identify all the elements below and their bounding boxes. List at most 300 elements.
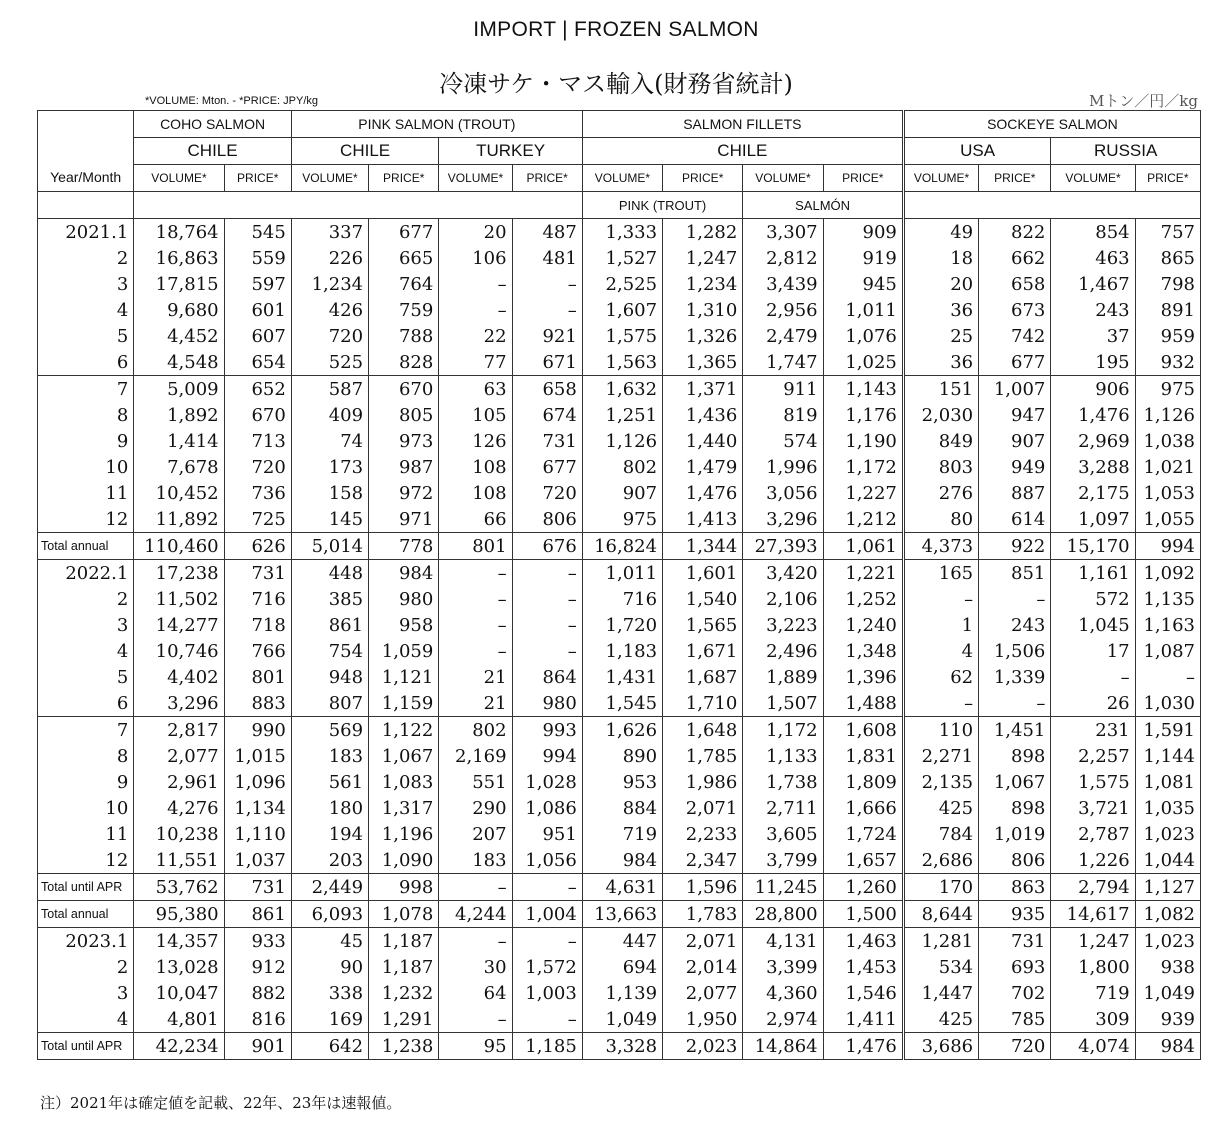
volume-cell: 66 (439, 506, 512, 533)
price-cell: 1,187 (369, 954, 439, 980)
volume-cell: 108 (439, 454, 512, 480)
price-cell: 1,785 (663, 743, 743, 769)
volume-cell: 2,077 (134, 743, 224, 769)
volume-cell: 1,507 (743, 690, 823, 717)
volume-cell: 4,074 (1051, 1033, 1135, 1060)
price-cell: 1,087 (1135, 638, 1200, 664)
volume-cell: 3,307 (743, 219, 823, 246)
volume-column-header: VOLUME* (291, 165, 368, 192)
price-cell: 1,506 (979, 638, 1051, 664)
price-cell: 1,144 (1135, 743, 1200, 769)
price-cell: 662 (979, 245, 1051, 271)
price-cell: 1,687 (663, 664, 743, 690)
volume-cell: 1,281 (903, 928, 978, 955)
volume-cell: 694 (582, 954, 662, 980)
volume-cell: 4,276 (134, 795, 224, 821)
price-cell: 1,451 (979, 717, 1051, 744)
volume-cell: 108 (439, 480, 512, 506)
fillet-subheader: SALMÓN (743, 192, 904, 219)
price-cell: 731 (224, 560, 291, 587)
table-row (38, 349, 1201, 376)
volume-cell: – (439, 874, 512, 901)
price-cell: 1,212 (823, 506, 903, 533)
price-cell: 1,011 (823, 297, 903, 323)
volume-cell: 1,720 (582, 612, 662, 638)
volume-cell: 22 (439, 323, 512, 349)
price-cell: 1,003 (512, 980, 582, 1006)
price-cell: 1,238 (369, 1033, 439, 1060)
volume-cell: 3,420 (743, 560, 823, 587)
volume-column-header: VOLUME* (582, 165, 662, 192)
price-cell: 1,476 (663, 480, 743, 506)
volume-cell: 9,680 (134, 297, 224, 323)
row-label: 3 (38, 612, 134, 638)
volume-cell: 719 (582, 821, 662, 847)
volume-cell: 819 (743, 402, 823, 428)
price-column-header: PRICE* (369, 165, 439, 192)
price-cell: 898 (979, 743, 1051, 769)
volume-cell: 80 (903, 506, 978, 533)
volume-cell: 2,812 (743, 245, 823, 271)
volume-cell: – (903, 586, 978, 612)
volume-cell: 2,169 (439, 743, 512, 769)
price-cell: 939 (1135, 1006, 1200, 1033)
price-cell: 1,950 (663, 1006, 743, 1033)
price-column-header: PRICE* (512, 165, 582, 192)
volume-cell: 45 (291, 928, 368, 955)
volume-column-header: VOLUME* (743, 165, 823, 192)
volume-cell: 243 (1051, 297, 1135, 323)
price-cell: 864 (512, 664, 582, 690)
price-cell: 865 (1135, 245, 1200, 271)
price-cell: 2,077 (663, 980, 743, 1006)
price-cell: 938 (1135, 954, 1200, 980)
volume-cell: 3,328 (582, 1033, 662, 1060)
table-row (38, 847, 1201, 874)
volume-cell: – (439, 1006, 512, 1033)
table-row (38, 638, 1201, 664)
volume-cell: 1,226 (1051, 847, 1135, 874)
price-cell: 980 (512, 690, 582, 717)
price-cell: 990 (224, 717, 291, 744)
volume-cell: 2,956 (743, 297, 823, 323)
table-row (38, 245, 1201, 271)
group-header: PINK SALMON (TROUT) (291, 111, 582, 138)
price-column-header: PRICE* (224, 165, 291, 192)
volume-cell: 890 (582, 743, 662, 769)
volume-cell: 2,257 (1051, 743, 1135, 769)
volume-cell: 226 (291, 245, 368, 271)
volume-cell: 3,223 (743, 612, 823, 638)
price-cell: 702 (979, 980, 1051, 1006)
price-cell: 901 (224, 1033, 291, 1060)
volume-cell: 447 (582, 928, 662, 955)
volume-cell: 3,799 (743, 847, 823, 874)
price-cell: 757 (1135, 219, 1200, 246)
volume-cell: 1 (903, 612, 978, 638)
price-cell: – (512, 271, 582, 297)
table-row (38, 297, 1201, 323)
volume-cell: 2,969 (1051, 428, 1135, 454)
volume-cell: 5,014 (291, 533, 368, 560)
price-cell: 798 (1135, 271, 1200, 297)
volume-cell: 21 (439, 664, 512, 690)
price-cell: 1,648 (663, 717, 743, 744)
volume-cell: 1,467 (1051, 271, 1135, 297)
price-cell: 998 (369, 874, 439, 901)
page-title: IMPORT | FROZEN SALMON (473, 18, 759, 41)
price-cell: 2,071 (663, 795, 743, 821)
row-label: Total until APR (38, 1033, 134, 1060)
price-cell: 984 (1135, 1033, 1200, 1060)
price-cell: 984 (369, 560, 439, 587)
row-label: 2 (38, 954, 134, 980)
price-cell: 1,546 (823, 980, 903, 1006)
price-cell: 1,049 (1135, 980, 1200, 1006)
volume-cell: 1,889 (743, 664, 823, 690)
volume-cell: 802 (582, 454, 662, 480)
table-row (38, 954, 1201, 980)
volume-cell: 2,794 (1051, 874, 1135, 901)
price-cell: 1,035 (1135, 795, 1200, 821)
price-cell: – (512, 297, 582, 323)
volume-cell: 2,030 (903, 402, 978, 428)
blank-cell (38, 192, 134, 219)
price-cell: 725 (224, 506, 291, 533)
volume-cell: 1,545 (582, 690, 662, 717)
volume-cell: 10,452 (134, 480, 224, 506)
price-cell: 1,500 (823, 901, 903, 928)
row-label: 7 (38, 376, 134, 403)
volume-cell: 309 (1051, 1006, 1135, 1033)
price-cell: 1,037 (224, 847, 291, 874)
volume-cell: 1,892 (134, 402, 224, 428)
price-cell: 718 (224, 612, 291, 638)
price-cell: 1,159 (369, 690, 439, 717)
volume-cell: 25 (903, 323, 978, 349)
volume-cell: 906 (1051, 376, 1135, 403)
volume-cell: 4,244 (439, 901, 512, 928)
volume-cell: 53,762 (134, 874, 224, 901)
price-cell: 1,092 (1135, 560, 1200, 587)
total-row (38, 1033, 1201, 1060)
row-label: 4 (38, 1006, 134, 1033)
volume-cell: 3,605 (743, 821, 823, 847)
price-cell: 1,090 (369, 847, 439, 874)
table-row (38, 323, 1201, 349)
volume-column-header: VOLUME* (1051, 165, 1135, 192)
price-cell: 1,004 (512, 901, 582, 928)
volume-cell: 1,431 (582, 664, 662, 690)
volume-cell: 561 (291, 769, 368, 795)
japanese-title: 冷凍サケ・マス輸入(財務省統計) (439, 70, 793, 98)
volume-cell: 3,686 (903, 1033, 978, 1060)
volume-cell: 1,172 (743, 717, 823, 744)
price-cell: 921 (512, 323, 582, 349)
volume-cell: 1,251 (582, 402, 662, 428)
volume-cell: 36 (903, 349, 978, 376)
volume-cell: 802 (439, 717, 512, 744)
row-label: 2 (38, 586, 134, 612)
volume-cell: 3,399 (743, 954, 823, 980)
price-cell: 1,059 (369, 638, 439, 664)
volume-cell: 1,476 (1051, 402, 1135, 428)
volume-cell: 2,479 (743, 323, 823, 349)
volume-cell: 1,097 (1051, 506, 1135, 533)
volume-cell: 173 (291, 454, 368, 480)
volume-cell: 36 (903, 297, 978, 323)
price-cell: 693 (979, 954, 1051, 980)
volume-cell: 4,548 (134, 349, 224, 376)
row-label: 8 (38, 402, 134, 428)
volume-cell: 3,296 (743, 506, 823, 533)
price-cell: 1,348 (823, 638, 903, 664)
volume-cell: 448 (291, 560, 368, 587)
row-label: 7 (38, 717, 134, 744)
volume-cell: – (439, 928, 512, 955)
price-cell: 716 (224, 586, 291, 612)
price-cell: 674 (512, 402, 582, 428)
price-cell: 736 (224, 480, 291, 506)
price-cell: 1,007 (979, 376, 1051, 403)
volume-cell: 145 (291, 506, 368, 533)
row-label: 10 (38, 795, 134, 821)
price-cell: 1,488 (823, 690, 903, 717)
price-cell: 993 (512, 717, 582, 744)
price-cell: 1,221 (823, 560, 903, 587)
price-cell: 720 (979, 1033, 1051, 1060)
price-cell: 883 (224, 690, 291, 717)
price-cell: 975 (1135, 376, 1200, 403)
price-cell: 1,247 (663, 245, 743, 271)
volume-cell: 26 (1051, 690, 1135, 717)
table-row (38, 480, 1201, 506)
price-cell: 2,014 (663, 954, 743, 980)
price-column-header: PRICE* (663, 165, 743, 192)
volume-cell: 784 (903, 821, 978, 847)
price-cell: 614 (979, 506, 1051, 533)
table-row (38, 219, 1201, 246)
volume-cell: 642 (291, 1033, 368, 1060)
volume-cell: 551 (439, 769, 512, 795)
volume-cell: 587 (291, 376, 368, 403)
volume-cell: 1,632 (582, 376, 662, 403)
price-cell: 1,053 (1135, 480, 1200, 506)
price-cell: 1,176 (823, 402, 903, 428)
price-cell: 1,479 (663, 454, 743, 480)
price-cell: 972 (369, 480, 439, 506)
volume-cell: 2,787 (1051, 821, 1135, 847)
blank-cell (134, 192, 582, 219)
volume-cell: 4,402 (134, 664, 224, 690)
volume-cell: 1,996 (743, 454, 823, 480)
volume-cell: 151 (903, 376, 978, 403)
price-cell: 851 (979, 560, 1051, 587)
price-cell: 481 (512, 245, 582, 271)
price-cell: 891 (1135, 297, 1200, 323)
volume-cell: 2,135 (903, 769, 978, 795)
volume-cell: 37 (1051, 323, 1135, 349)
row-label: 12 (38, 506, 134, 533)
price-cell: 1,601 (663, 560, 743, 587)
price-cell: 652 (224, 376, 291, 403)
volume-cell: 169 (291, 1006, 368, 1033)
volume-cell: 907 (582, 480, 662, 506)
row-label: 6 (38, 349, 134, 376)
volume-cell: 4,452 (134, 323, 224, 349)
volume-cell: 180 (291, 795, 368, 821)
volume-cell: 21 (439, 690, 512, 717)
volume-cell: – (439, 560, 512, 587)
price-cell: – (512, 560, 582, 587)
price-cell: 1,540 (663, 586, 743, 612)
price-cell: 545 (224, 219, 291, 246)
volume-cell: – (439, 612, 512, 638)
volume-cell: 425 (903, 1006, 978, 1033)
volume-cell: 165 (903, 560, 978, 587)
price-cell: 1,436 (663, 402, 743, 428)
price-cell: 788 (369, 323, 439, 349)
volume-cell: – (439, 586, 512, 612)
volume-cell: 42,234 (134, 1033, 224, 1060)
volume-cell: 569 (291, 717, 368, 744)
volume-cell: 14,277 (134, 612, 224, 638)
volume-cell: 1,139 (582, 980, 662, 1006)
price-cell: 1,572 (512, 954, 582, 980)
volume-cell: 11,892 (134, 506, 224, 533)
price-cell: 626 (224, 533, 291, 560)
table-row (38, 376, 1201, 403)
row-label: 3 (38, 271, 134, 297)
volume-cell: 1,607 (582, 297, 662, 323)
price-cell: 806 (512, 506, 582, 533)
price-cell: 1,317 (369, 795, 439, 821)
price-cell: 677 (512, 454, 582, 480)
price-cell: 1,086 (512, 795, 582, 821)
price-cell: 764 (369, 271, 439, 297)
price-cell: 1,326 (663, 323, 743, 349)
total-row (38, 874, 1201, 901)
price-cell: 1,122 (369, 717, 439, 744)
price-cell: 1,030 (1135, 690, 1200, 717)
volume-cell: 754 (291, 638, 368, 664)
price-cell: 1,282 (663, 219, 743, 246)
volume-cell: 4,373 (903, 533, 978, 560)
volume-cell: 11,502 (134, 586, 224, 612)
volume-cell: 425 (903, 795, 978, 821)
price-cell: 1,710 (663, 690, 743, 717)
row-label: Total annual (38, 901, 134, 928)
price-cell: 720 (512, 480, 582, 506)
volume-cell: 20 (903, 271, 978, 297)
price-cell: 243 (979, 612, 1051, 638)
row-label: 4 (38, 638, 134, 664)
volume-cell: 3,721 (1051, 795, 1135, 821)
volume-cell: 426 (291, 297, 368, 323)
price-cell: 1,067 (979, 769, 1051, 795)
volume-cell: 2,525 (582, 271, 662, 297)
volume-cell: – (439, 638, 512, 664)
price-cell: 1,038 (1135, 428, 1200, 454)
row-label: 9 (38, 769, 134, 795)
price-cell: 1,371 (663, 376, 743, 403)
volume-cell: 2,449 (291, 874, 368, 901)
price-cell: 861 (224, 901, 291, 928)
volume-cell: 170 (903, 874, 978, 901)
price-cell: 1,019 (979, 821, 1051, 847)
price-cell: 676 (512, 533, 582, 560)
price-cell: 677 (369, 219, 439, 246)
price-cell: 1,260 (823, 874, 903, 901)
table-row (38, 612, 1201, 638)
price-cell: 805 (369, 402, 439, 428)
price-cell: 1,126 (1135, 402, 1200, 428)
price-cell: 597 (224, 271, 291, 297)
price-cell: 766 (224, 638, 291, 664)
price-cell: 1,724 (823, 821, 903, 847)
price-cell: 1,252 (823, 586, 903, 612)
price-cell: 1,291 (369, 1006, 439, 1033)
price-cell: 1,061 (823, 533, 903, 560)
salmon-import-table (37, 110, 1201, 1060)
country-header: TURKEY (439, 138, 582, 165)
volume-cell: 534 (903, 954, 978, 980)
price-cell: 1,134 (224, 795, 291, 821)
volume-cell: 17 (1051, 638, 1135, 664)
volume-cell: 195 (1051, 349, 1135, 376)
volume-cell: 719 (1051, 980, 1135, 1006)
price-cell: 1,023 (1135, 928, 1200, 955)
volume-cell: 716 (582, 586, 662, 612)
volume-cell: 17,238 (134, 560, 224, 587)
price-cell: 658 (512, 376, 582, 403)
price-cell: 1,185 (512, 1033, 582, 1060)
row-label: 4 (38, 297, 134, 323)
volume-cell: – (1051, 664, 1135, 690)
price-cell: 2,233 (663, 821, 743, 847)
price-cell: – (512, 586, 582, 612)
price-cell: 731 (224, 874, 291, 901)
price-cell: 947 (979, 402, 1051, 428)
volume-cell: 2,686 (903, 847, 978, 874)
price-cell: 759 (369, 297, 439, 323)
price-cell: 1,056 (512, 847, 582, 874)
price-cell: 1,809 (823, 769, 903, 795)
price-cell: 1,234 (663, 271, 743, 297)
volume-cell: 14,864 (743, 1033, 823, 1060)
volume-cell: 4,131 (743, 928, 823, 955)
volume-cell: 8,644 (903, 901, 978, 928)
volume-cell: 7,678 (134, 454, 224, 480)
volume-cell: 3,439 (743, 271, 823, 297)
table-row (38, 664, 1201, 690)
price-cell: 994 (1135, 533, 1200, 560)
row-label: Total until APR (38, 874, 134, 901)
volume-cell: 2,106 (743, 586, 823, 612)
price-cell: 487 (512, 219, 582, 246)
volume-cell: 1,011 (582, 560, 662, 587)
price-column-header: PRICE* (979, 165, 1051, 192)
price-cell: 1,076 (823, 323, 903, 349)
price-cell: 882 (224, 980, 291, 1006)
price-cell: 863 (979, 874, 1051, 901)
volume-cell: 13,663 (582, 901, 662, 928)
table-row (38, 690, 1201, 717)
volume-cell: 1,049 (582, 1006, 662, 1033)
price-cell: 971 (369, 506, 439, 533)
volume-cell: 1,563 (582, 349, 662, 376)
table-row (38, 560, 1201, 587)
